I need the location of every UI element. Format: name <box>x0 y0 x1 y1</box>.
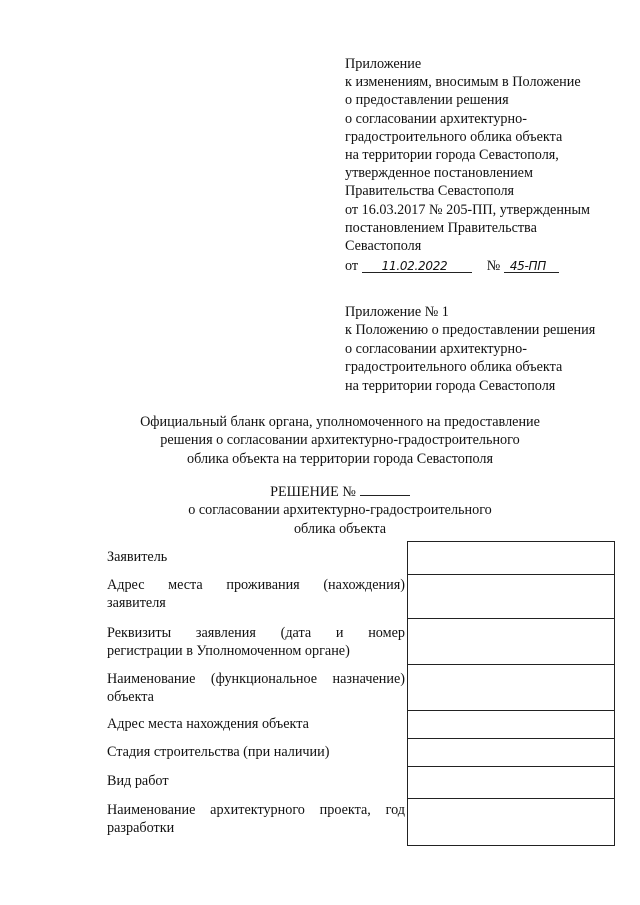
official-blank-title <box>60 413 620 468</box>
form-label-project-name: Наименование архитектурного проекта, год разработки <box>107 802 405 837</box>
form-label-work-type: Вид работ <box>107 773 169 789</box>
decision-number-field <box>360 481 410 496</box>
decision-subtitle-line: облика объекта <box>293 520 387 537</box>
number-prefix: № <box>486 258 501 275</box>
form-cell-applicant-address[interactable] <box>408 574 614 618</box>
number-field <box>504 257 559 273</box>
appendix-line: Севастополя <box>345 238 422 255</box>
appendix-1-header <box>345 303 630 395</box>
date-prefix: от <box>345 258 359 275</box>
date-value: 11.02.2022 <box>381 259 448 274</box>
blank-title-line: Официальный бланк органа, уполномоченного на предоставление <box>140 414 540 430</box>
appendix-line: о предоставлении решения <box>345 92 509 109</box>
form-cell-project-name[interactable] <box>408 798 614 846</box>
form-cell-work-type[interactable] <box>408 766 614 798</box>
appendix-line: градостроительного облика объекта <box>345 128 563 145</box>
appendix1-line: Приложение № 1 <box>345 304 449 320</box>
form-value-table <box>407 541 615 846</box>
appendix-line: утвержденное постановлением <box>345 165 533 182</box>
decision-heading <box>60 481 620 538</box>
form-label-applicant: Заявитель <box>107 549 168 565</box>
blank-title-line: решения о согласовании архитектурно-градостроительного <box>160 432 520 449</box>
appendix1-line: на территории города Севастополя <box>345 377 556 394</box>
decision-title: РЕШЕНИЕ № <box>270 484 356 500</box>
form-label-object-name: Наименование (функциональное назначение) объекта <box>107 671 405 706</box>
blank-title-line: облика объекта на территории города Севастополя <box>187 450 493 467</box>
form-cell-object-name[interactable] <box>408 664 614 710</box>
appendix1-line: к Положению о предоставлении решения <box>345 322 596 339</box>
appendix-line: Приложение <box>345 56 422 72</box>
form-label-object-address: Адрес места нахождения объекта <box>107 716 309 732</box>
appendix-line: на территории города Севастополя, <box>345 147 559 164</box>
appendix1-line: градостроительного облика объекта <box>345 359 563 376</box>
date-number-line <box>345 257 630 275</box>
form-label-applicant-address: Адрес места проживания (нахождения) заявителя <box>107 577 405 612</box>
form-cell-applicant[interactable] <box>408 542 614 574</box>
form-label-application-details: Реквизиты заявления (дата и номер регистрации в Уполномоченном органе) <box>107 625 405 660</box>
form-cell-construction-stage[interactable] <box>408 738 614 766</box>
appendix-line: к изменениям, вносимым в Положение <box>345 74 581 91</box>
form-cell-object-address[interactable] <box>408 710 614 738</box>
appendix-line: о согласовании архитектурно- <box>345 110 527 127</box>
appendix1-line: о согласовании архитектурно- <box>345 340 527 357</box>
appendix-header <box>345 55 630 275</box>
appendix-line: от 16.03.2017 № 205-ПП, утвержденным <box>345 201 591 218</box>
form-label-construction-stage: Стадия строительства (при наличии) <box>107 744 330 760</box>
decision-subtitle-line: о согласовании архитектурно-градостроительного <box>188 502 492 519</box>
appendix-line: постановлением Правительства <box>345 219 537 236</box>
number-value: 45-ПП <box>509 259 546 274</box>
form-cell-application-details[interactable] <box>408 618 614 664</box>
appendix-line: Правительства Севастополя <box>345 183 515 200</box>
date-field <box>362 257 472 273</box>
